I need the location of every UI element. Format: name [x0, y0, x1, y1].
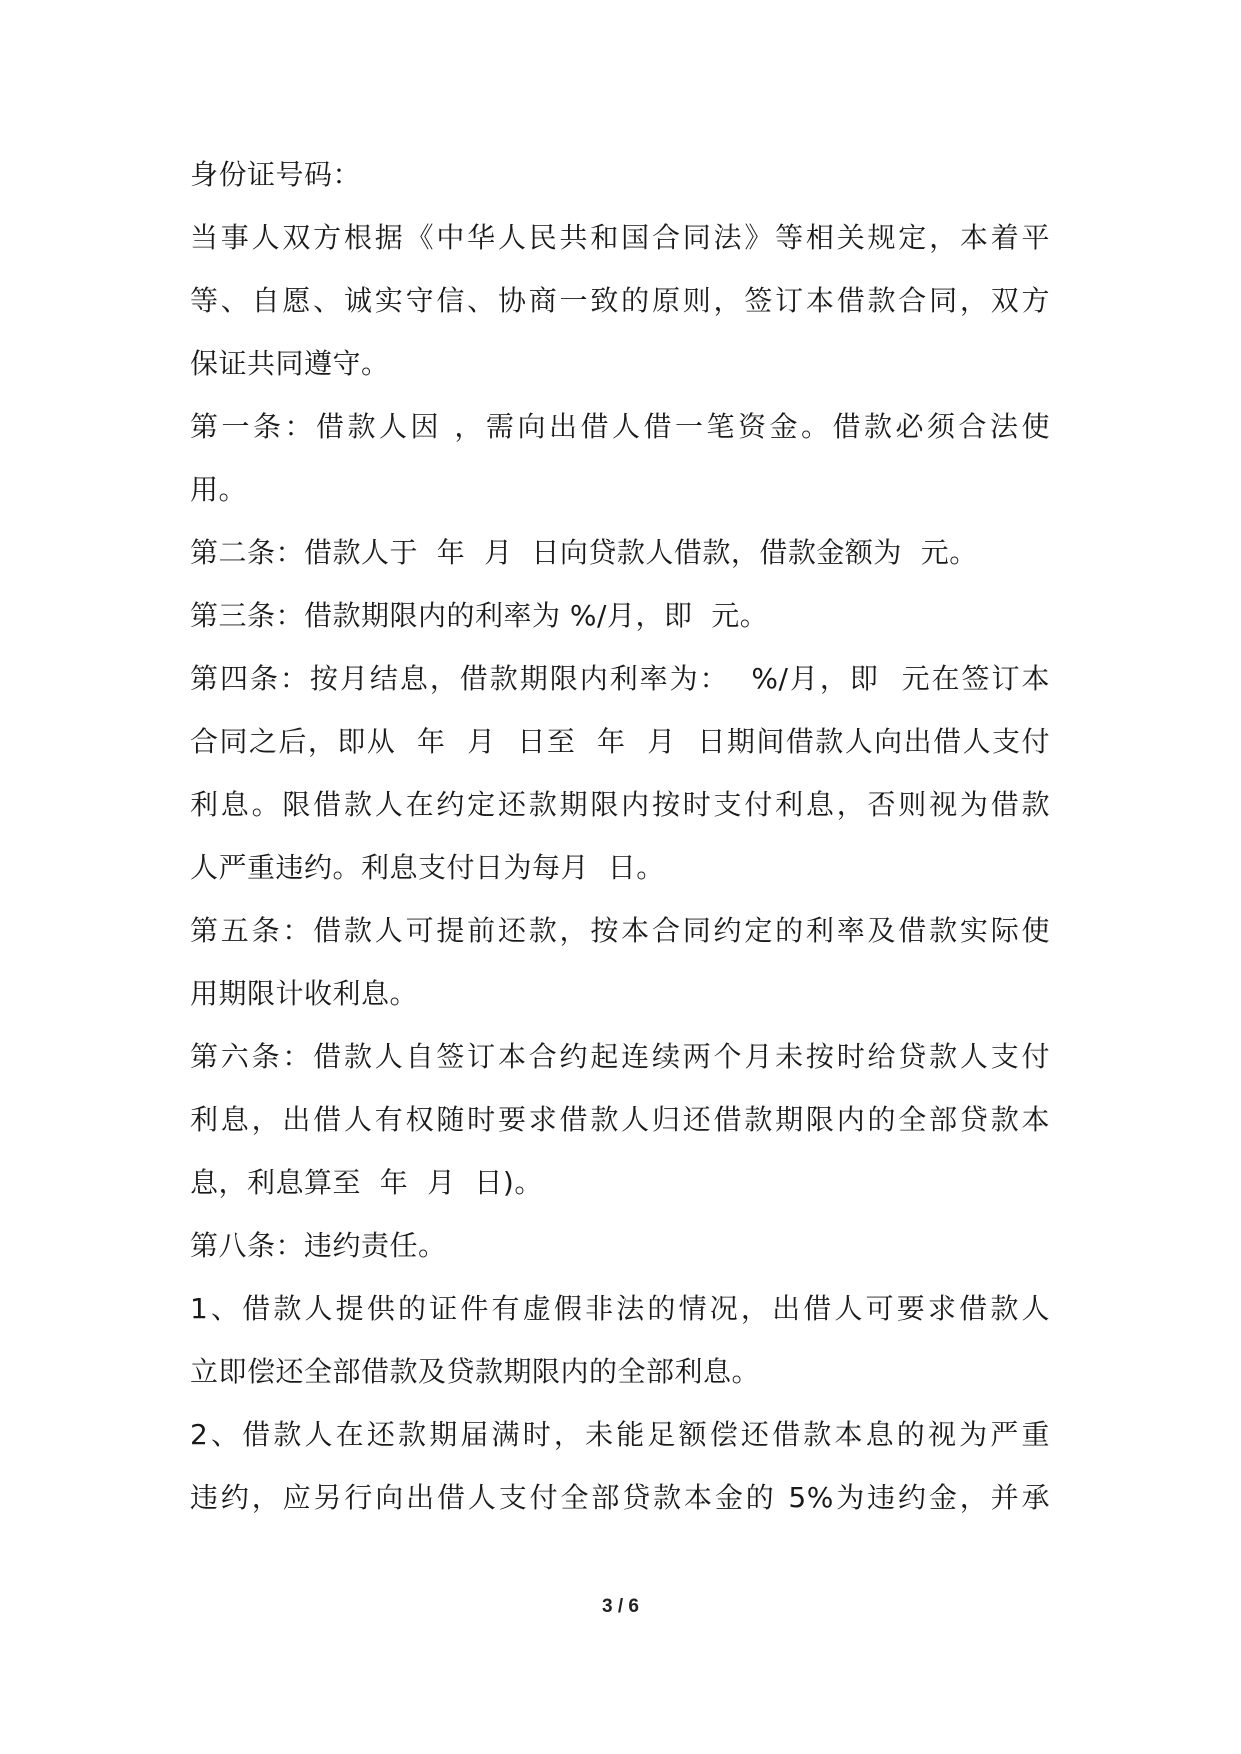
page-number: 3 / 6	[602, 1596, 639, 1617]
text-line: 利息。限借款人在约定还款期限内按时支付利息，否则视为借款	[190, 788, 1050, 821]
text-line: 人严重违约。利息支付日为每月 日。	[190, 851, 665, 884]
text-line: 当事人双方根据《中华人民共和国合同法》等相关规定，本着平	[190, 221, 1050, 254]
text-line: 第二条：借款人于 年 月 日向贷款人借款，借款金额为 元。	[190, 536, 978, 569]
text-line: 第五条：借款人可提前还款，按本合同约定的利率及借款实际使	[190, 914, 1050, 947]
text-line: 第四条：按月结息，借款期限内利率为： %/月，即 元在签订本	[190, 662, 1050, 695]
text-line: 第八条：违约责任。	[190, 1229, 447, 1262]
text-line: 第三条：借款期限内的利率为 %/月，即 元。	[190, 599, 769, 632]
contract-body	[190, 143, 1050, 1529]
text-line: 等、自愿、诚实守信、协商一致的原则，签订本借款合同，双方	[190, 284, 1050, 317]
text-line: 第六条：借款人自签订本合约起连续两个月未按时给贷款人支付	[190, 1040, 1050, 1073]
text-line: 身份证号码：	[190, 158, 362, 191]
text-line: 第一条：借款人因 ，需向出借人借一笔资金。借款必须合法使	[190, 410, 1050, 443]
text-line: 用。	[190, 473, 248, 506]
text-line: 息，利息算至 年 月 日)。	[190, 1166, 543, 1199]
text-line: 用期限计收利息。	[190, 977, 419, 1010]
text-line: 利息，出借人有权随时要求借款人归还借款期限内的全部贷款本	[190, 1103, 1050, 1136]
text-line: 1、借款人提供的证件有虚假非法的情况，出借人可要求借款人	[190, 1292, 1050, 1325]
text-line: 合同之后，即从 年 月 日至 年 月 日期间借款人向出借人支付	[190, 725, 1050, 758]
text-line: 保证共同遵守。	[190, 347, 390, 380]
text-line: 立即偿还全部借款及贷款期限内的全部利息。	[190, 1355, 761, 1388]
text-line: 2、借款人在还款期届满时，未能足额偿还借款本息的视为严重	[190, 1418, 1050, 1451]
text-line: 违约，应另行向出借人支付全部贷款本金的 5%为违约金，并承	[190, 1481, 1050, 1514]
